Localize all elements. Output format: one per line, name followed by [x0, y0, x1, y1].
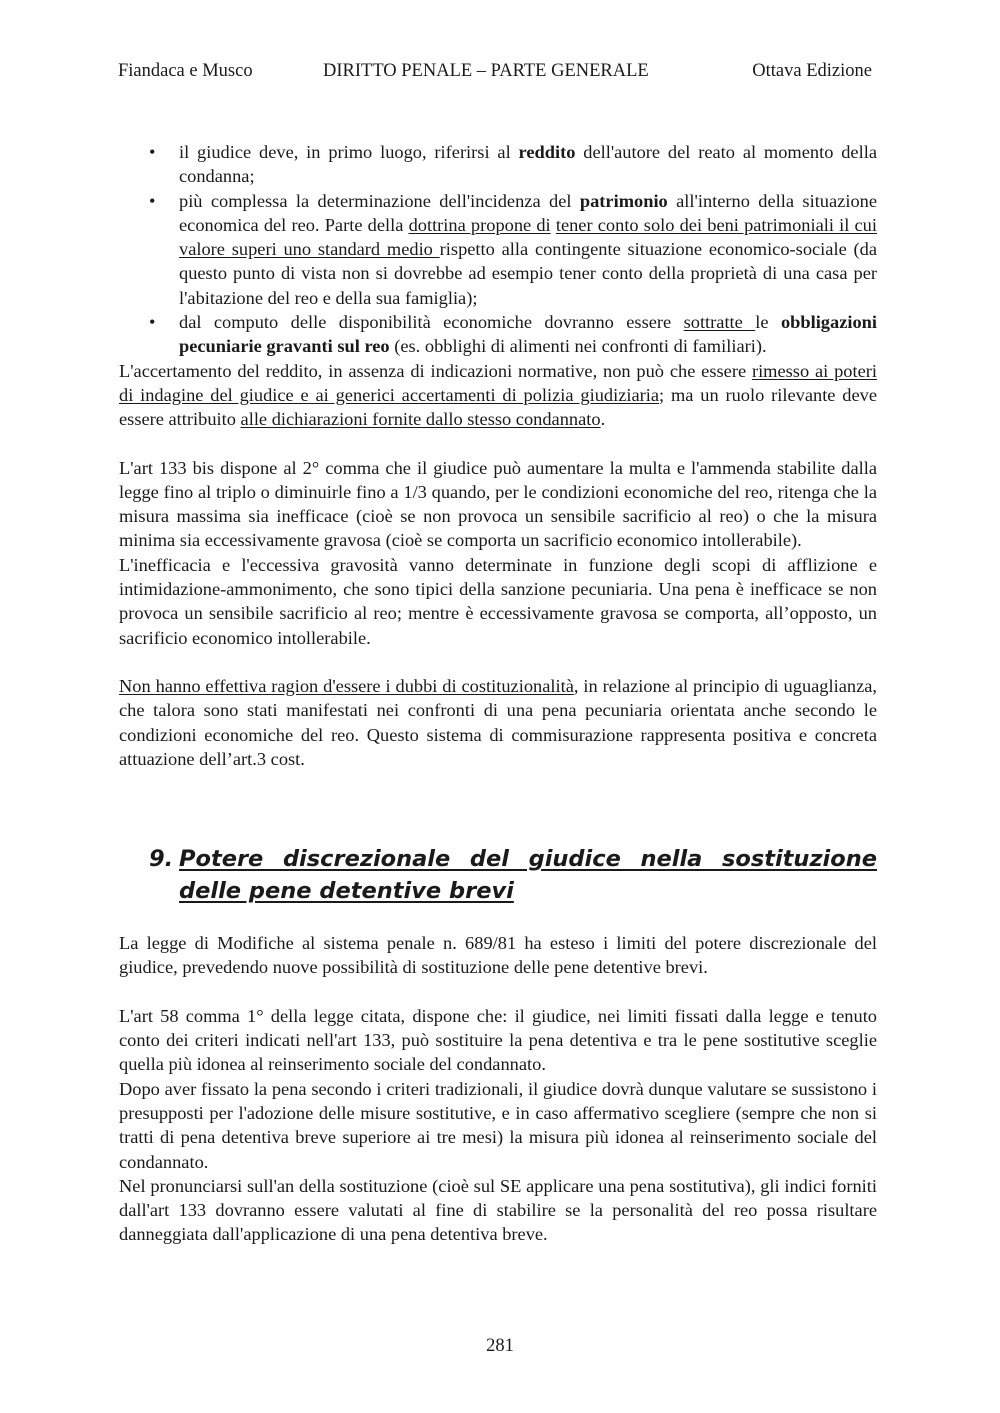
underlined-text: tener conto solo dei beni patrimoniali il cui valore superi uno standard medio — [179, 214, 877, 260]
text-run: più complessa la determinazione dell'incidenza del — [179, 190, 580, 211]
header-author: Fiandaca e Musco — [118, 61, 253, 81]
bold-term: reddito — [518, 142, 576, 162]
text-run: , in relazione al principio di uguaglianza, che talora sono stati manifestati nei confronti di una pena pecuniaria orientata anche secondo le condizioni economiche del reo. Questo sistema di commisurazione rappresenta positiva e concreta attuazione dell’art.3 cost. — [119, 675, 877, 769]
text-run: (es. obblighi di alimenti nei confronti di familiari). — [389, 336, 767, 357]
bullet-icon: • — [149, 190, 156, 211]
text-run: rispetto alla contingente situazione economico-sociale (da questo punto di vista non si dovrebbe ad esempio tener conto della proprietà di una casa per l'abitazione del reo e della sua famiglia); — [179, 239, 877, 308]
paragraph-pronunciarsi: Nel pronunciarsi sull'an della sostituzione (cioè sul SE applicare una pena sostitutiva), gli indici forniti dall'art 133 dovranno essere valutati al fine di stabilire se la personalità del reo possa risultare danneggiata dall'applicazione di una pena detentiva breve. — [119, 1175, 877, 1245]
underlined-text: dottrina propone di — [408, 214, 551, 235]
text-run: dal computo delle disponibilità economiche dovranno essere — [179, 312, 684, 333]
underlined-text: Non hanno effettiva ragion d'essere i dubbi di costituzionalità — [119, 675, 574, 696]
paragraph-legge-689: La legge di Modifiche al sistema penale n. 689/81 ha esteso i limiti del potere discrezionale del giudice, prevedendo nuove possibilità di sostituzione delle pene detentive brevi. — [119, 933, 877, 978]
bold-term: obbligazioni pecuniarie gravanti sul reo — [179, 312, 878, 357]
page-number: 281 — [486, 1336, 514, 1356]
bullet-icon: • — [149, 312, 156, 333]
header-edition: Ottava Edizione — [752, 61, 872, 81]
spacer — [119, 432, 877, 456]
header-book-title: DIRITTO PENALE – PARTE GENERALE — [323, 61, 649, 81]
text-run: dell'autore del reato al momento della condanna; — [179, 142, 877, 187]
text-run: . — [600, 409, 606, 430]
paragraph-costituzionalita — [119, 674, 877, 771]
bold-term: patrimonio — [579, 190, 668, 211]
page-body — [119, 140, 877, 1247]
underlined-text: rimesso ai poteri di indagine del giudice e ai generici accertamenti di polizia giudiziaria — [119, 360, 877, 405]
bullet-list — [119, 140, 877, 359]
paragraph-inefficacia: L'inefficacia e l'eccessiva gravosità vanno determinate in funzione degli scopi di afflizione e intimidazione-ammonimento, che sono tipici della sanzione pecuniaria. Una pena è inefficace se non provoca un sensibile sacrificio al reo; mentre è eccessivamente gravosa se comporta, all’opposto, un sacrificio economico intollerabile. — [119, 554, 877, 648]
paragraph-accertamento — [119, 359, 877, 432]
underlined-text: alle dichiarazioni fornite dallo stesso condannato — [240, 409, 601, 430]
list-item — [119, 140, 877, 189]
spacer — [119, 907, 877, 931]
list-item — [119, 310, 877, 359]
text-run: all'interno della situazione economica del reo. Parte della — [179, 190, 877, 235]
spacer — [119, 650, 877, 674]
section-heading — [119, 843, 877, 907]
bullet-icon: • — [149, 142, 156, 162]
paragraph-art-58: L'art 58 comma 1° della legge citata, dispone che: il giudice, nei limiti fissati dalla legge e tenuto conto dei criteri indicati nell'art 133, può sostituire la pena detentiva e tra le pene sostitutive sceglie quella più idonea al reinserimento sociale del condannato. — [119, 1005, 877, 1075]
list-item — [119, 189, 877, 310]
section-number: 9. — [149, 846, 174, 873]
spacer — [119, 980, 877, 1004]
text-run: il giudice deve, in primo luogo, riferirsi al — [179, 142, 519, 162]
text-run: le — [755, 312, 781, 333]
text-run: ; ma un ruolo rilevante deve essere attribuito — [119, 384, 877, 430]
section-title: Potere discrezionale del giudice nella sostituzione delle pene detentive brevi — [179, 846, 877, 905]
paragraph-art-133-bis: L'art 133 bis dispone al 2° comma che il giudice può aumentare la multa e l'ammenda stabilite dalla legge fino al triplo o diminuirle fino a 1/3 quando, per le condizioni economiche del reo, ritenga che la misura massima sia inefficace (cioè se non provoca un sensibile sacrificio al reo) o che la misura minima sia eccessivamente gravosa (cioè se comporta un sacrificio economico intollerabile). — [119, 457, 877, 551]
paragraph-dopo: Dopo aver fissato la pena secondo i criteri tradizionali, il giudice dovrà dunque valutare se sussistono i presupposti per l'adozione delle misure sostitutive, e in caso affermativo scegliere (sempre che non si tratti di pena detentiva breve superiore ai tre mesi) la misura più idonea al reinserimento sociale del condannato. — [119, 1078, 877, 1172]
underlined-text: sottratte — [683, 312, 756, 333]
text-run: L'accertamento del reddito, in assenza di indicazioni normative, non può che essere — [119, 360, 752, 381]
spacer — [119, 771, 877, 843]
